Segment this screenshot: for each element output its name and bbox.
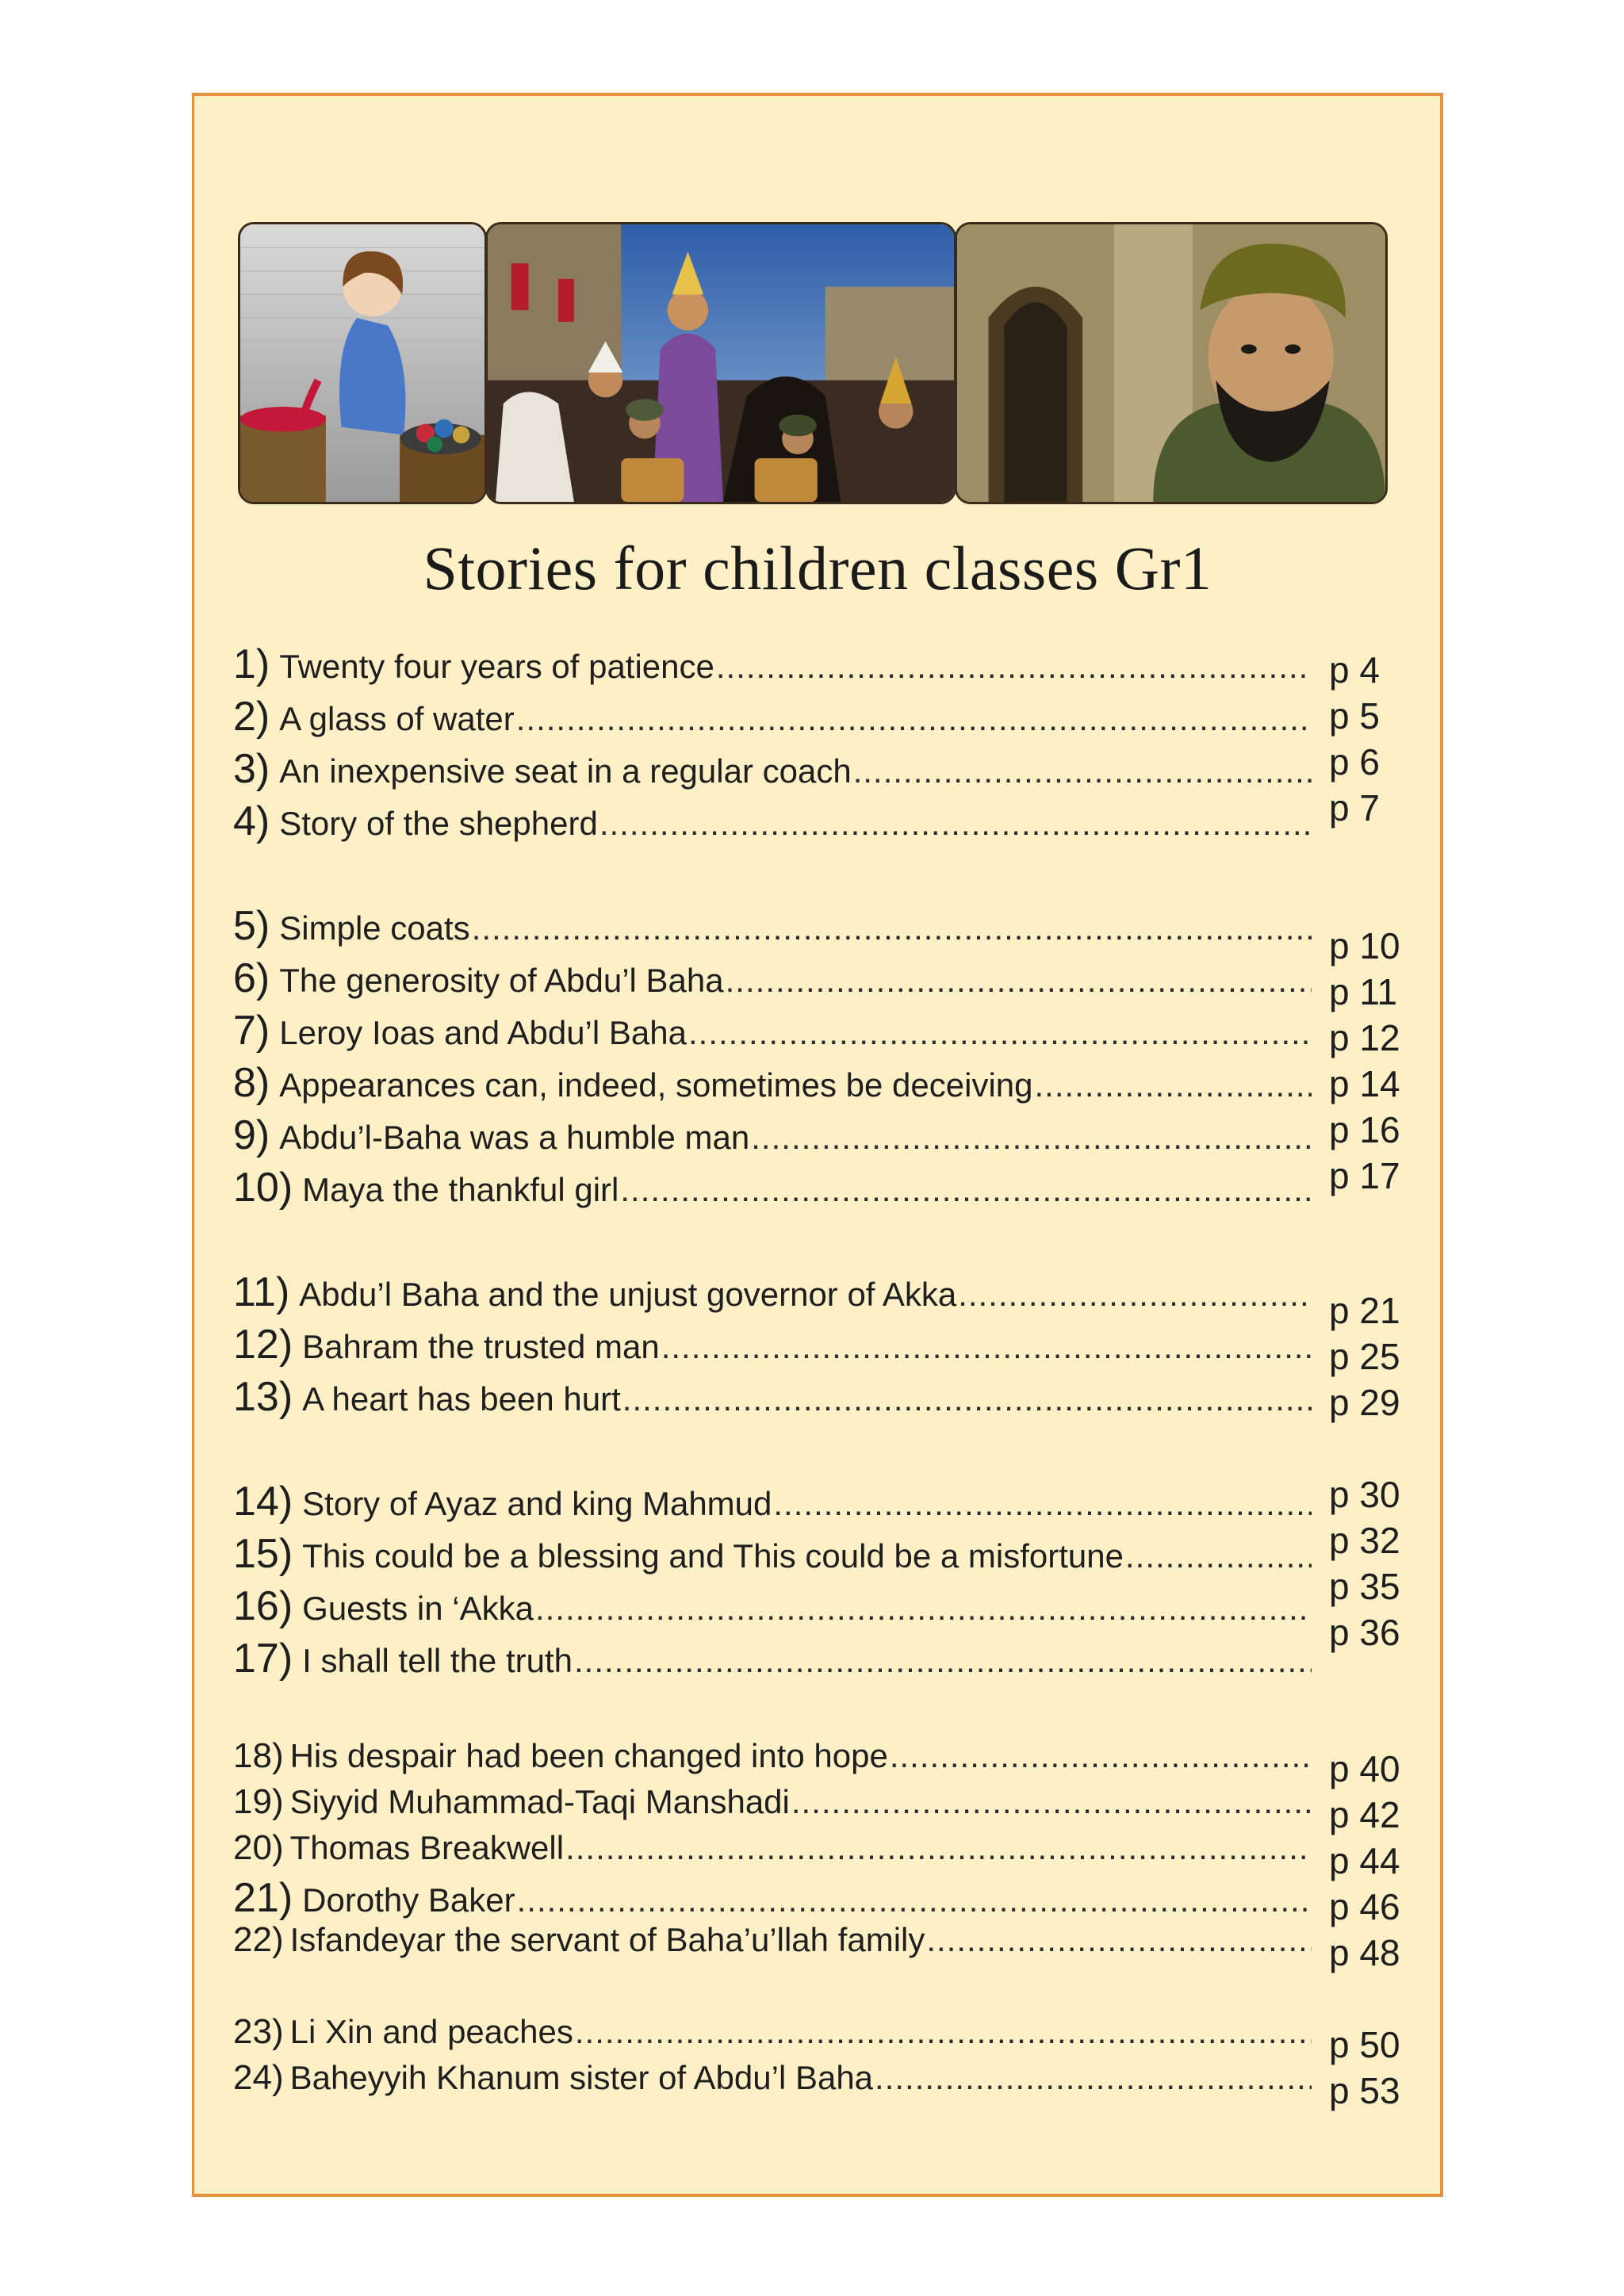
page-number: p 35 bbox=[1329, 1566, 1400, 1607]
dot-leader bbox=[1125, 1537, 1312, 1575]
dot-leader bbox=[599, 805, 1312, 843]
toc-entry bbox=[233, 1874, 1312, 1922]
toc-entry bbox=[233, 2058, 1312, 2098]
toc-entry bbox=[233, 1478, 1312, 1525]
page-number: p 25 bbox=[1329, 1336, 1400, 1377]
entry-title: An inexpensive seat in a regular coach bbox=[279, 752, 852, 790]
entry-title: Twenty four years of patience bbox=[279, 648, 714, 685]
page-number: p 4 bbox=[1329, 649, 1380, 691]
dot-leader bbox=[853, 752, 1312, 790]
page-number: p 21 bbox=[1329, 1290, 1400, 1331]
entry-number: 3) bbox=[233, 746, 270, 792]
entry-number: 9) bbox=[233, 1112, 270, 1158]
dot-leader bbox=[926, 1921, 1312, 1959]
page-number: p 53 bbox=[1329, 2070, 1400, 2111]
entry-number: 12) bbox=[233, 1322, 293, 1368]
page-number: p 30 bbox=[1329, 1474, 1400, 1515]
entry-title: Thomas Breakwell bbox=[289, 1829, 565, 1866]
entry-number: 17) bbox=[233, 1636, 293, 1682]
entry-number: 4) bbox=[233, 798, 270, 844]
toc-entry bbox=[233, 902, 1312, 950]
page-number: p 17 bbox=[1329, 1155, 1400, 1196]
page-number: p 36 bbox=[1329, 1612, 1400, 1653]
entry-title: Appearances can, indeed, sometimes be deceiving bbox=[279, 1066, 1033, 1104]
entry-number: 10) bbox=[233, 1165, 293, 1211]
entry-title: Story of Ayaz and king Mahmud bbox=[302, 1485, 772, 1522]
entry-number: 24) bbox=[233, 2058, 284, 2097]
page-number: p 11 bbox=[1329, 971, 1398, 1012]
toc-entry bbox=[233, 2012, 1312, 2052]
entry-number: 1) bbox=[233, 641, 270, 687]
toc-entry bbox=[233, 1736, 1312, 1776]
page-number: p 50 bbox=[1329, 2024, 1400, 2065]
dot-leader bbox=[535, 1590, 1312, 1628]
dot-leader bbox=[565, 1829, 1312, 1867]
entry-title: A glass of water bbox=[279, 700, 515, 737]
toc-entry bbox=[233, 1269, 1312, 1316]
page-number: p 29 bbox=[1329, 1382, 1400, 1423]
page-number: p 14 bbox=[1329, 1063, 1400, 1104]
toc-entry bbox=[233, 1112, 1312, 1159]
dot-leader bbox=[516, 700, 1312, 738]
entry-title: Story of the shepherd bbox=[279, 805, 598, 842]
page-number: p 16 bbox=[1329, 1109, 1400, 1150]
toc-entry bbox=[233, 1007, 1312, 1054]
toc-entry bbox=[233, 955, 1312, 1002]
toc-entry bbox=[233, 641, 1312, 688]
toc-entry bbox=[233, 745, 1312, 793]
entry-title: Maya the thankful girl bbox=[302, 1171, 619, 1208]
toc-entry bbox=[233, 1828, 1312, 1868]
entry-number: 8) bbox=[233, 1060, 270, 1106]
entry-title: Guests in ‘Akka bbox=[302, 1590, 534, 1627]
toc-entry bbox=[233, 798, 1312, 845]
entry-title: A heart has been hurt bbox=[302, 1380, 621, 1418]
dot-leader bbox=[575, 2013, 1312, 2051]
toc-entry bbox=[233, 1373, 1312, 1421]
dot-leader bbox=[875, 2059, 1312, 2097]
entry-title: Li Xin and peaches bbox=[289, 2013, 573, 2050]
entry-number: 16) bbox=[233, 1583, 293, 1629]
entry-title: This could be a blessing and This could be a misfortune bbox=[302, 1537, 1124, 1575]
entry-title: Bahram the trusted man bbox=[302, 1328, 660, 1365]
entry-number: 23) bbox=[233, 2012, 284, 2051]
entry-number: 22) bbox=[233, 1920, 284, 1959]
entry-number: 19) bbox=[233, 1782, 284, 1821]
toc-entry bbox=[233, 1782, 1312, 1822]
entry-number: 7) bbox=[233, 1008, 270, 1054]
page-number: p 12 bbox=[1329, 1017, 1400, 1058]
dot-leader bbox=[574, 1642, 1312, 1680]
toc-entry bbox=[233, 1635, 1312, 1682]
entry-number: 15) bbox=[233, 1531, 293, 1577]
toc-entry bbox=[233, 1582, 1312, 1630]
dot-leader bbox=[726, 962, 1312, 1000]
dot-leader bbox=[890, 1737, 1312, 1775]
dot-leader bbox=[791, 1783, 1312, 1821]
dot-leader bbox=[688, 1014, 1312, 1052]
entry-title: Leroy Ioas and Abdu’l Baha bbox=[279, 1014, 687, 1051]
entry-title: Baheyyih Khanum sister of Abdu’l Baha bbox=[289, 2059, 874, 2096]
dot-leader bbox=[1035, 1066, 1312, 1104]
toc-entry bbox=[233, 1164, 1312, 1211]
entry-title: His despair had been changed into hope bbox=[289, 1737, 888, 1774]
entry-number: 13) bbox=[233, 1374, 293, 1420]
toc-entry bbox=[233, 1321, 1312, 1368]
page-number: p 40 bbox=[1329, 1748, 1400, 1789]
page-number: p 46 bbox=[1329, 1886, 1400, 1927]
dot-leader bbox=[716, 648, 1312, 686]
entry-title: Siyyid Muhammad-Taqi Manshadi bbox=[289, 1783, 790, 1820]
page-number: p 48 bbox=[1329, 1932, 1400, 1973]
dot-leader bbox=[773, 1485, 1312, 1523]
entry-number: 5) bbox=[233, 903, 270, 949]
entry-title: The generosity of Abdu’l Baha bbox=[279, 962, 724, 999]
toc-entry bbox=[233, 1530, 1312, 1578]
entry-number: 14) bbox=[233, 1479, 293, 1525]
page-number: p 5 bbox=[1329, 695, 1380, 737]
entry-number: 20) bbox=[233, 1828, 284, 1867]
entry-number: 2) bbox=[233, 694, 270, 740]
dot-leader bbox=[622, 1380, 1312, 1418]
entry-title: I shall tell the truth bbox=[302, 1642, 573, 1679]
page-title: Stories for children classes Gr1 bbox=[423, 534, 1212, 603]
entry-title: Abdu’l-Baha was a humble man bbox=[279, 1119, 750, 1156]
dot-leader bbox=[472, 909, 1312, 947]
dot-leader bbox=[620, 1171, 1312, 1209]
page-number: p 42 bbox=[1329, 1794, 1400, 1835]
dot-leader bbox=[661, 1328, 1312, 1366]
entry-title: Abdu’l Baha and the unjust governor of Akka bbox=[299, 1276, 957, 1313]
entry-number: 6) bbox=[233, 955, 270, 1001]
dot-leader bbox=[958, 1276, 1312, 1314]
page-number: p 44 bbox=[1329, 1840, 1400, 1881]
entry-title: Simple coats bbox=[279, 909, 470, 947]
dot-leader bbox=[751, 1119, 1312, 1157]
toc-entry bbox=[233, 1059, 1312, 1107]
toc-entry bbox=[233, 693, 1312, 740]
page-number: p 10 bbox=[1329, 925, 1400, 966]
dot-leader bbox=[517, 1881, 1312, 1919]
entry-title: Isfandeyar the servant of Baha’u’llah family bbox=[289, 1921, 925, 1958]
entry-title: Dorothy Baker bbox=[302, 1881, 515, 1919]
entry-number: 21) bbox=[233, 1875, 293, 1921]
page-number: p 32 bbox=[1329, 1520, 1400, 1561]
entry-number: 11) bbox=[233, 1269, 290, 1315]
toc-entry bbox=[233, 1920, 1312, 1960]
page-number: p 7 bbox=[1329, 787, 1380, 828]
page-number: p 6 bbox=[1329, 741, 1380, 783]
entry-number: 18) bbox=[233, 1736, 284, 1775]
